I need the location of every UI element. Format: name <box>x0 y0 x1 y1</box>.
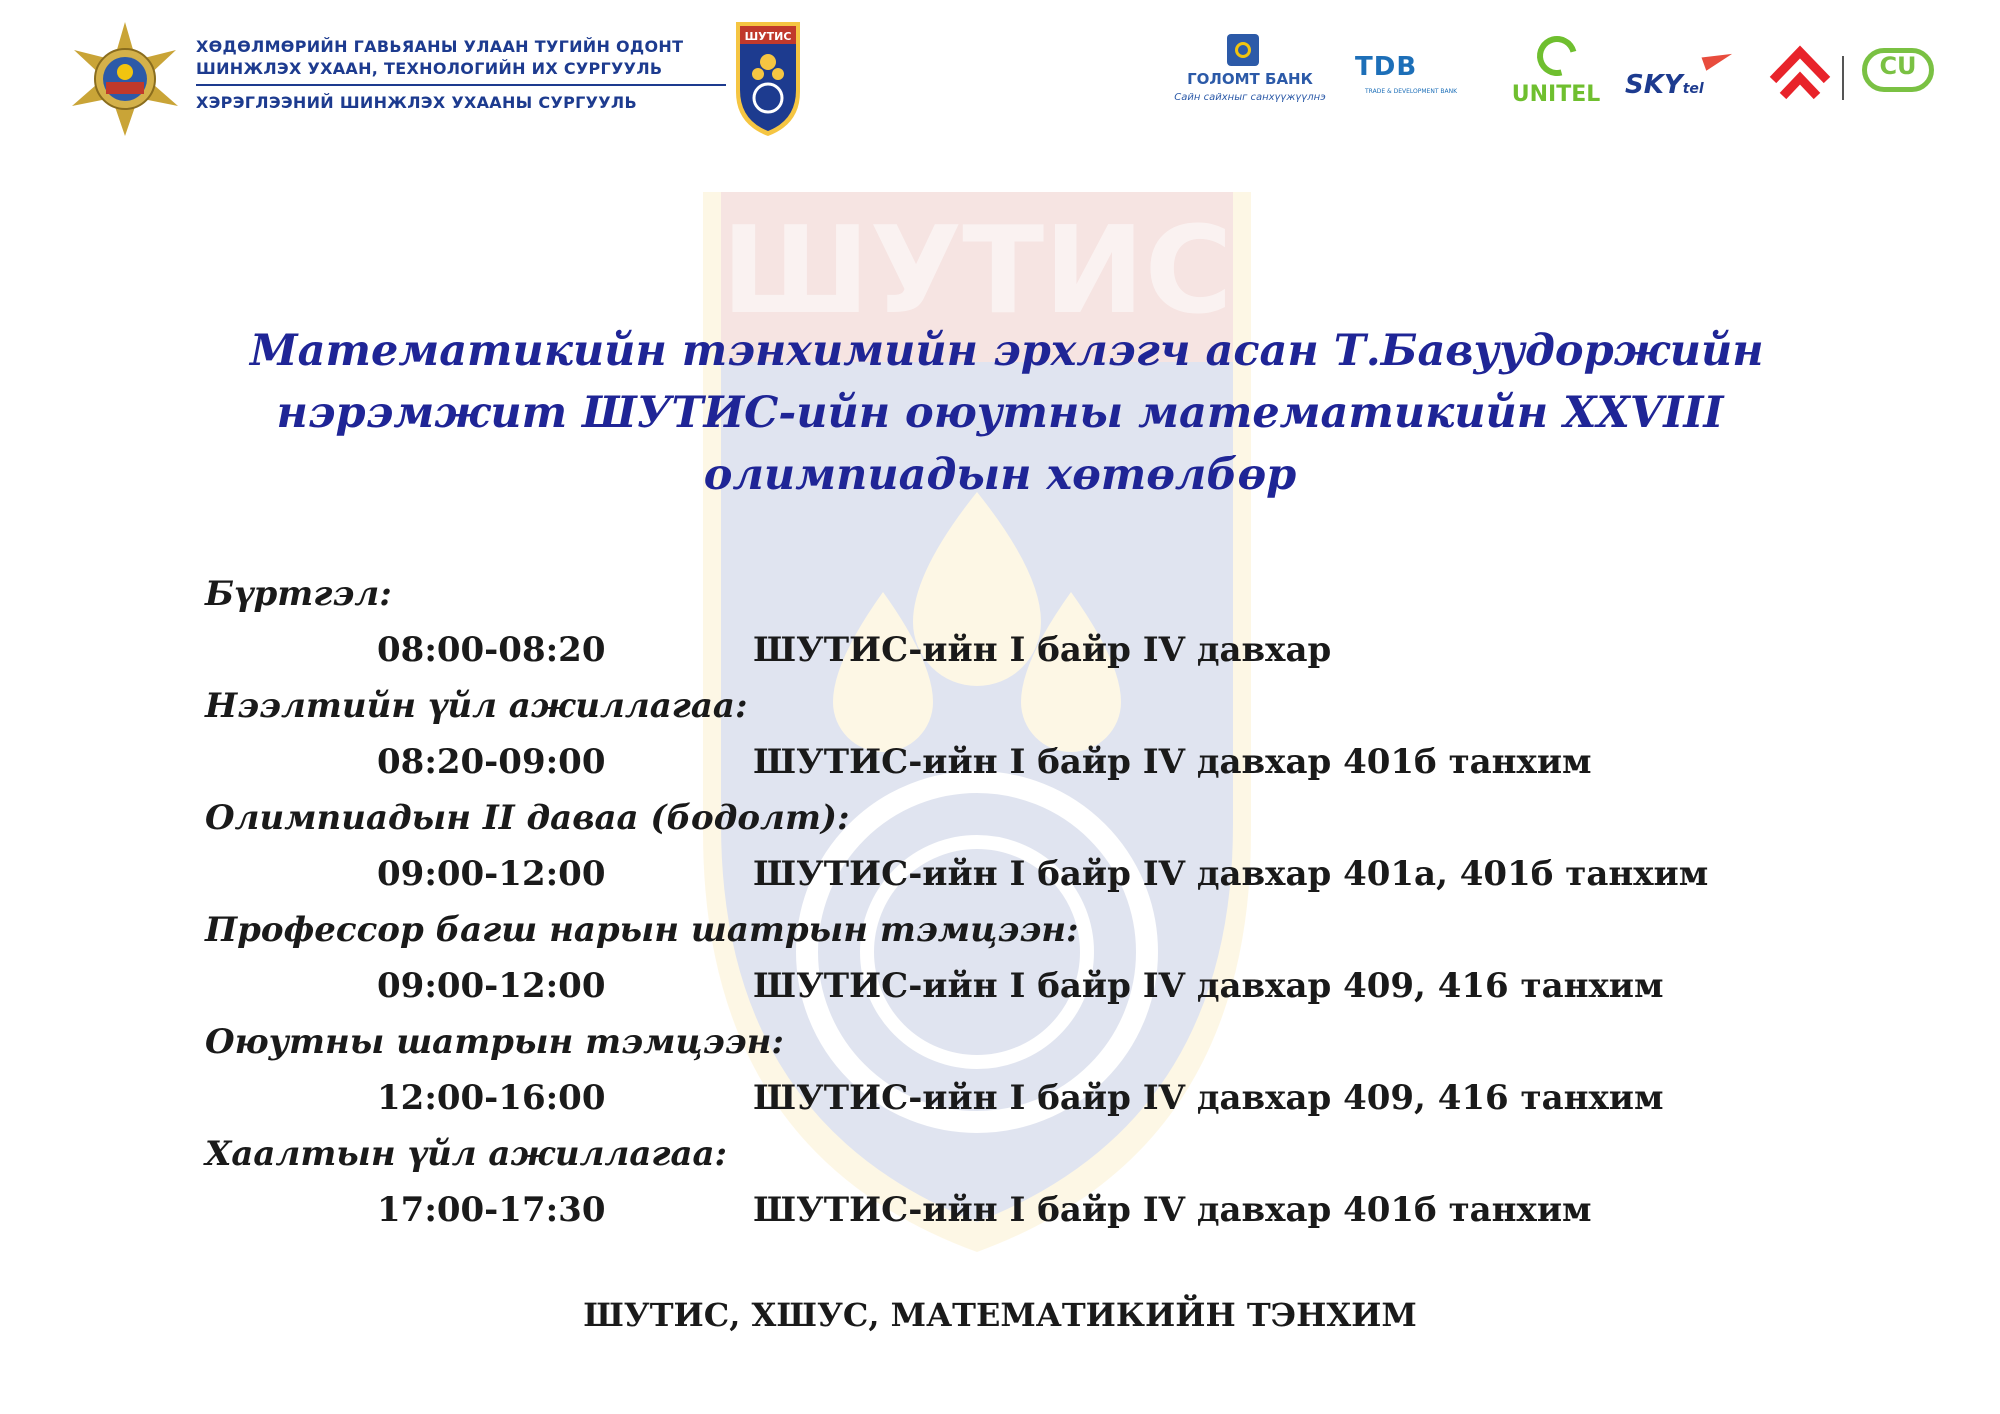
schedule-item <box>205 790 1805 902</box>
event-time: 08:00-08:20 <box>377 630 606 670</box>
event-details <box>205 734 1805 790</box>
event-place: ШУТИС-ийн I байр IV давхар 409, 416 танхим <box>753 966 1664 1006</box>
event-details <box>205 1182 1805 1238</box>
event-name: Профессор багш нарын шатрын тэмцээн: <box>205 910 1079 950</box>
schedule-item <box>205 566 1805 678</box>
school-name: ХЭРЭГЛЭЭНИЙ ШИНЖЛЭХ УХААНЫ СУРГУУЛЬ <box>196 93 637 112</box>
tdb-name: TDB <box>1355 52 1418 82</box>
event-time: 09:00-12:00 <box>377 854 606 894</box>
unitel-name: UNITEL <box>1511 82 1601 107</box>
tdb-subtitle: TRADE & DEVELOPMENT BANK <box>1365 88 1458 95</box>
schedule-item <box>205 902 1805 1014</box>
event-time: 17:00-17:30 <box>377 1190 606 1230</box>
program-title <box>250 320 1764 506</box>
title-line-1: Математикийн тэнхимийн эрхлэгч асан Т.Бавуудоржийн <box>250 326 1764 376</box>
event-place: ШУТИС-ийн I байр IV давхар 409, 416 танхим <box>753 1078 1664 1118</box>
golomt-name: ГОЛОМТ БАНК <box>1187 70 1313 88</box>
event-place: ШУТИС-ийн I байр IV давхар 401а, 401б танхим <box>753 854 1709 894</box>
event-details <box>205 1070 1805 1126</box>
university-line-1: ХӨДӨЛМӨРИЙН ГАВЬЯАНЫ УЛААН ТУГИЙН ОДОНТ <box>196 37 684 56</box>
skytel-sky: SKY <box>1625 70 1683 100</box>
event-name: Оюутны шатрын тэмцээн: <box>205 1022 784 1062</box>
title-line-2: нэрэмжит ШУТИС-ийн оюутны математикийн XXVIII <box>276 388 1724 438</box>
event-details <box>205 958 1805 1014</box>
event-time: 08:20-09:00 <box>377 742 606 782</box>
event-place: ШУТИС-ийн I байр IV давхар <box>753 630 1332 670</box>
schedule-item <box>205 1014 1805 1126</box>
event-place: ШУТИС-ийн I байр IV давхар 401б танхим <box>753 742 1592 782</box>
event-details <box>205 846 1805 902</box>
event-name: Бүртгэл: <box>205 574 392 614</box>
skytel-suffix: tel <box>1682 81 1704 97</box>
schedule-item <box>205 678 1805 790</box>
event-time: 09:00-12:00 <box>377 966 606 1006</box>
event-details <box>205 622 1805 678</box>
university-line-2: ШИНЖЛЭХ УХААН, ТЕХНОЛОГИЙН ИХ СУРГУУЛЬ <box>196 59 663 78</box>
schedule-list <box>205 566 1805 1238</box>
title-line-3: олимпиадын хөтөлбөр <box>703 450 1297 500</box>
schedule-item <box>205 1126 1805 1238</box>
event-time: 12:00-16:00 <box>377 1078 606 1118</box>
watermark-label: ШУТИС <box>721 202 1233 341</box>
event-name: Хаалтын үйл ажиллагаа: <box>205 1134 728 1174</box>
golomt-slogan: Сайн сайхныг санхүүжүүлнэ <box>1174 92 1326 103</box>
shield-label: ШУТИС <box>744 30 792 43</box>
cu-name: CU <box>1879 52 1917 80</box>
event-place: ШУТИС-ийн I байр IV давхар 401б танхим <box>753 1190 1592 1230</box>
event-name: Олимпиадын II даваа (бодолт): <box>205 798 850 838</box>
event-name: Нээлтийн үйл ажиллагаа: <box>205 686 748 726</box>
organizers-footer: ШУТИС, ХШУС, МАТЕМАТИКИЙН ТЭНХИМ <box>583 1296 1417 1334</box>
